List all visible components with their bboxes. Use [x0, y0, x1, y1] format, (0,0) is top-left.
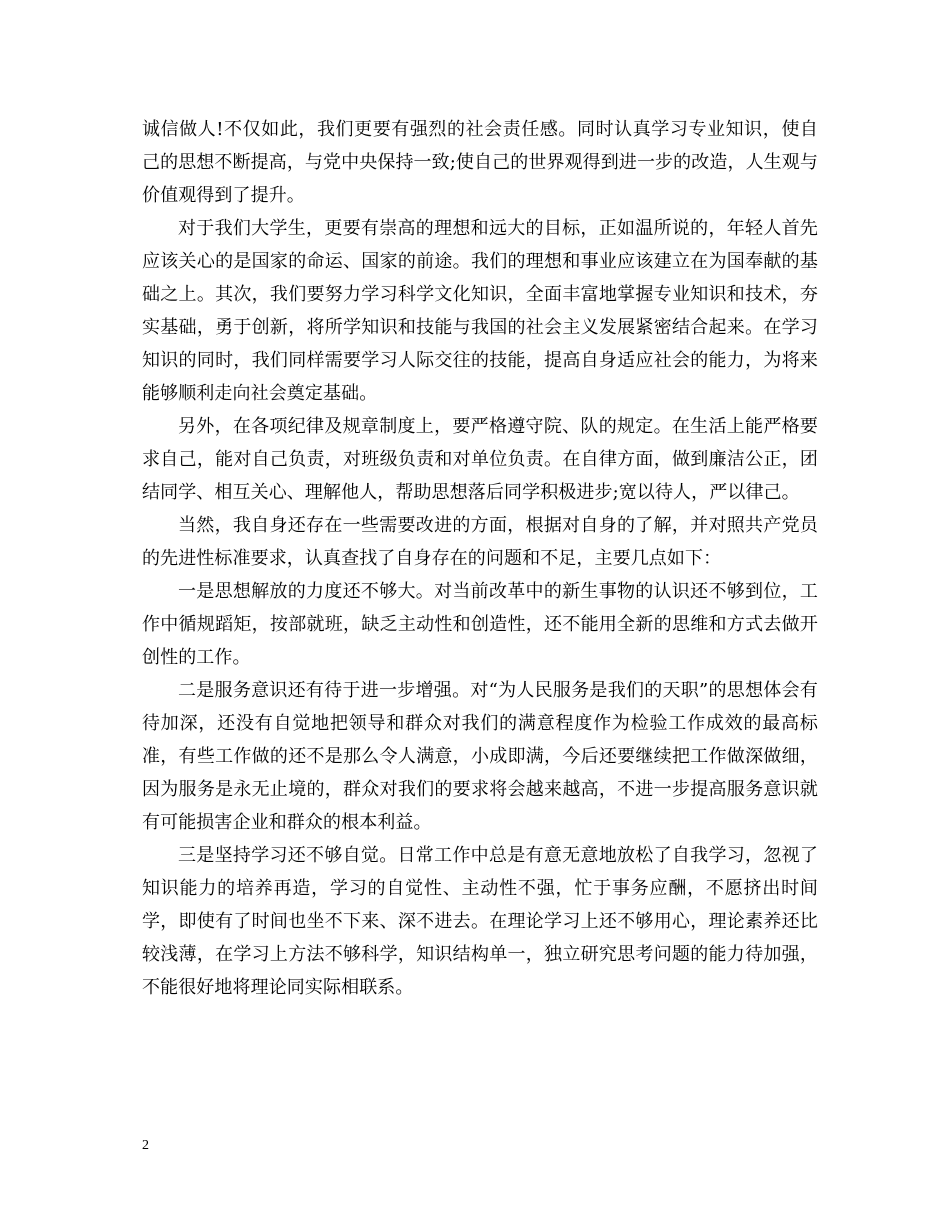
- document-body: [142, 113, 818, 1004]
- paragraph-college-students: 对于我们大学生，更要有崇高的理想和远大的目标，正如温所说的，年轻人首先应该关心的是国家的命运、国家的前途。我们的理想和事业应该建立在为国奉献的基础之上。其次，我们要努力学习科学文化知识，全面丰富地掌握专业知识和技术，夯实基础，勇于创新，将所学知识和技能与我国的社会主义发展紧密结合起来。在学习知识的同时，我们同样需要学习人际交往的技能，提高自身适应社会的能力，为将来能够顺利走向社会奠定基础。: [142, 218, 818, 404]
- page-number: 2: [142, 1138, 149, 1153]
- paragraph-shortcomings-intro: 当然，我自身还存在一些需要改进的方面，根据对自身的了解，并对照共产党员的先进性标准要求，认真查找了自身存在的问题和不足，主要几点如下：: [142, 515, 818, 569]
- paragraph-continuation: 诚信做人!不仅如此，我们更要有强烈的社会责任感。同时认真学习专业知识，使自己的思想不断提高，与党中央保持一致;使自己的世界观得到进一步的改造，人生观与价值观得到了提升。: [142, 119, 818, 206]
- paragraph-point-three: 三是坚持学习还不够自觉。日常工作中总是有意无意地放松了自我学习，忽视了知识能力的培养再造，学习的自觉性、主动性不强，忙于事务应酬，不愿挤出时间学，即使有了时间也坐不下来、深不进去。在理论学习上还不够用心，理论素养还比较浅薄，在学习上方法不够科学，知识结构单一，独立研究思考问题的能力待加强，不能很好地将理论同实际相联系。: [142, 845, 818, 998]
- paragraph-point-two: 二是服务意识还有待于进一步增强。对“为人民服务是我们的天职”的思想体会有待加深，还没有自觉地把领导和群众对我们的满意程度作为检验工作成效的最高标准，有些工作做的还不是那么令人满意，小成即满，今后还要继续把工作做深做细，因为服务是永无止境的，群众对我们的要求将会越来越高，不进一步提高服务意识就有可能损害企业和群众的根本利益。: [142, 680, 818, 833]
- paragraph-point-one: 一是思想解放的力度还不够大。对当前改革中的新生事物的认识还不够到位，工作中循规蹈矩，按部就班，缺乏主动性和创造性，还不能用全新的思维和方式去做开创性的工作。: [142, 581, 818, 668]
- paragraph-discipline: 另外，在各项纪律及规章制度上，要严格遵守院、队的规定。在生活上能严格要求自己，能对自己负责，对班级负责和对单位负责。在自律方面，做到廉洁公正，团结同学、相互关心、理解他人，帮助思想落后同学积极进步;宽以待人，严以律己。: [142, 416, 818, 503]
